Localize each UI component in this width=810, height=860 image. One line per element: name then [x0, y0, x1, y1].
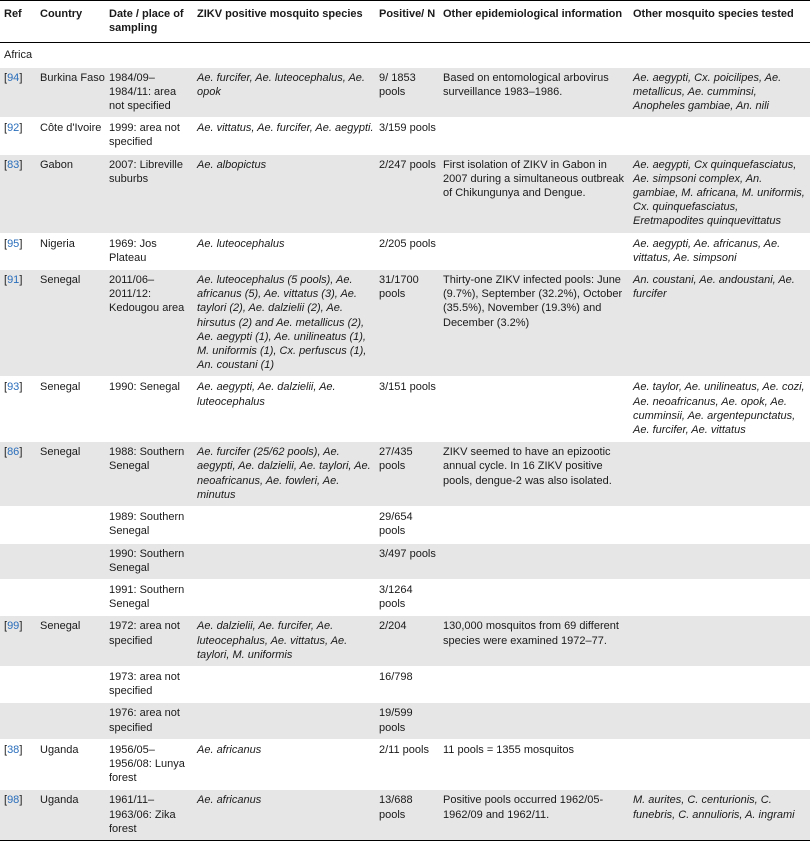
- species-list: Ae. africanus: [197, 743, 262, 756]
- reference-link[interactable]: 91: [7, 274, 20, 287]
- header-other-species: Other mosquito species tested: [629, 1, 810, 43]
- positive-n-cell: 3/1264 pools: [375, 579, 439, 615]
- other-species-cell: [629, 790, 810, 841]
- epi-cell: [439, 543, 629, 579]
- country-cell: Nigeria: [36, 233, 105, 269]
- positive-n-cell: 2/204: [375, 616, 439, 667]
- epi-cell: 130,000 mosquitos from 69 different species were examined 1972–77.: [439, 616, 629, 667]
- table-row: [0, 703, 810, 739]
- species-list: Ae. aegypti, Ae. africanus, Ae. vittatus, Ae. simpsoni: [633, 237, 781, 264]
- other-species-cell: [629, 270, 810, 377]
- other-species-cell: [629, 154, 810, 233]
- country-cell: [36, 543, 105, 579]
- table-body: [0, 43, 810, 841]
- date-cell: 1956/05–1956/08: Lunya forest: [105, 739, 193, 790]
- epi-cell: [439, 507, 629, 543]
- ref-cell: [91]: [0, 270, 36, 377]
- epi-cell: First isolation of ZIKV in Gabon in 2007 during a simultaneous outbreak of Chikungunya and Dengue.: [439, 154, 629, 233]
- epi-cell: [439, 579, 629, 615]
- reference-link[interactable]: 95: [7, 237, 20, 250]
- positive-n-cell: 2/205 pools: [375, 233, 439, 269]
- epi-cell: [439, 666, 629, 702]
- species-list: Ae. vittatus, Ae. furcifer, Ae. aegypti.: [197, 122, 374, 135]
- other-species-cell: [629, 739, 810, 790]
- epi-cell: ZIKV seemed to have an epizootic annual cycle. In 16 ZIKV positive pools, dengue-2 was also isolated.: [439, 442, 629, 507]
- country-cell: [36, 579, 105, 615]
- table-row: [0, 270, 810, 377]
- other-species-cell: [629, 579, 810, 615]
- date-cell: 1990: Southern Senegal: [105, 543, 193, 579]
- positive-species-cell: [193, 233, 375, 269]
- date-cell: 1976: area not specified: [105, 703, 193, 739]
- date-cell: 2007: Libreville suburbs: [105, 154, 193, 233]
- table-row: [0, 666, 810, 702]
- country-cell: [36, 507, 105, 543]
- country-cell: Senegal: [36, 616, 105, 667]
- species-list: Ae. albopictus: [197, 158, 267, 171]
- date-cell: 1989: Southern Senegal: [105, 507, 193, 543]
- epi-cell: Thirty-one ZIKV infected pools: June (9.7%), September (32.2%), October (35.5%), November (19.3%) and December (3.2%): [439, 270, 629, 377]
- country-cell: Gabon: [36, 154, 105, 233]
- header-date: Date / place of sampling: [105, 1, 193, 43]
- other-species-cell: [629, 666, 810, 702]
- positive-species-cell: [193, 703, 375, 739]
- species-list: Ae. aegypti, Cx. poicilipes, Ae. metallicus, Ae. cumminsi, Anopheles gambiae, An. nili: [633, 71, 782, 113]
- ref-cell: [92]: [0, 118, 36, 154]
- positive-n-cell: 29/654 pools: [375, 507, 439, 543]
- region-label: Africa: [0, 43, 810, 67]
- table-row: [0, 118, 810, 154]
- species-list: Ae. aegypti, Cx quinquefasciatus, Ae. simpsoni complex, An. gambiae, M. africana, M. uniformis, Cx. quinquefasciatus, Eretmapodites quinquevittatus: [633, 158, 805, 228]
- species-list: Ae. furcifer, Ae. luteocephalus, Ae. opok: [197, 71, 365, 98]
- other-species-cell: [629, 543, 810, 579]
- header-ref: Ref: [0, 1, 36, 43]
- ref-cell: [95]: [0, 233, 36, 269]
- ref-cell: [0, 703, 36, 739]
- other-species-cell: [629, 377, 810, 442]
- table-row: [0, 233, 810, 269]
- table-row: [0, 507, 810, 543]
- country-cell: Senegal: [36, 442, 105, 507]
- region-row: [0, 43, 810, 67]
- positive-species-cell: [193, 118, 375, 154]
- date-cell: 1973: area not specified: [105, 666, 193, 702]
- table-row: [0, 579, 810, 615]
- positive-species-cell: [193, 507, 375, 543]
- country-cell: Burkina Faso: [36, 67, 105, 118]
- positive-species-cell: [193, 543, 375, 579]
- epi-cell: Positive pools occurred 1962/05-1962/09 and 1962/11.: [439, 790, 629, 841]
- positive-species-cell: [193, 154, 375, 233]
- ref-cell: [99]: [0, 616, 36, 667]
- positive-n-cell: 19/599 pools: [375, 703, 439, 739]
- date-cell: 1969: Jos Plateau: [105, 233, 193, 269]
- date-cell: 1988: Southern Senegal: [105, 442, 193, 507]
- positive-species-cell: [193, 270, 375, 377]
- epi-cell: [439, 118, 629, 154]
- reference-link[interactable]: 99: [7, 620, 20, 633]
- epi-cell: [439, 233, 629, 269]
- species-list: Ae. luteocephalus: [197, 237, 285, 250]
- positive-species-cell: [193, 377, 375, 442]
- positive-n-cell: 3/497 pools: [375, 543, 439, 579]
- positive-species-cell: [193, 442, 375, 507]
- reference-link[interactable]: 92: [7, 122, 20, 135]
- reference-link[interactable]: 94: [7, 71, 20, 84]
- table-header: [0, 1, 810, 43]
- country-cell: Uganda: [36, 739, 105, 790]
- positive-n-cell: 13/688 pools: [375, 790, 439, 841]
- epi-cell: Based on entomological arbovirus surveillance 1983–1986.: [439, 67, 629, 118]
- positive-n-cell: 2/247 pools: [375, 154, 439, 233]
- ref-cell: [93]: [0, 377, 36, 442]
- header-country: Country: [36, 1, 105, 43]
- positive-n-cell: 3/159 pools: [375, 118, 439, 154]
- positive-species-cell: [193, 739, 375, 790]
- other-species-cell: [629, 442, 810, 507]
- species-list: Ae. aegypti, Ae. dalzielii, Ae. luteocephalus: [197, 381, 336, 408]
- country-cell: Côte d'Ivoire: [36, 118, 105, 154]
- ref-cell: [86]: [0, 442, 36, 507]
- table-row: [0, 442, 810, 507]
- reference-link[interactable]: 83: [7, 158, 20, 171]
- date-cell: 1972: area not specified: [105, 616, 193, 667]
- country-cell: [36, 666, 105, 702]
- date-cell: 1991: Southern Senegal: [105, 579, 193, 615]
- epi-cell: 11 pools = 1355 mosquitos: [439, 739, 629, 790]
- ref-cell: [38]: [0, 739, 36, 790]
- table-row: [0, 616, 810, 667]
- species-list: Ae. furcifer (25/62 pools), Ae. aegypti, Ae. dalzielii, Ae. taylori, Ae. neoafricanus, Ae. fowleri, Ae. minutus: [197, 446, 371, 501]
- country-cell: Senegal: [36, 270, 105, 377]
- header-positive-species: ZIKV positive mosquito species: [193, 1, 375, 43]
- header-epi: Other epidemiological information: [439, 1, 629, 43]
- positive-n-cell: 27/435 pools: [375, 442, 439, 507]
- header-positive-n: Positive/ N: [375, 1, 439, 43]
- country-cell: Senegal: [36, 377, 105, 442]
- date-cell: 1961/11–1963/06: Zika forest: [105, 790, 193, 841]
- positive-species-cell: [193, 666, 375, 702]
- ref-cell: [0, 507, 36, 543]
- positive-n-cell: 3/151 pools: [375, 377, 439, 442]
- table-row: [0, 154, 810, 233]
- ref-cell: [83]: [0, 154, 36, 233]
- table-row: [0, 67, 810, 118]
- ref-cell: [0, 579, 36, 615]
- country-cell: Uganda: [36, 790, 105, 841]
- other-species-cell: [629, 507, 810, 543]
- table-row: [0, 377, 810, 442]
- positive-n-cell: 31/1700 pools: [375, 270, 439, 377]
- date-cell: 2011/06–2011/12: Kedougou area: [105, 270, 193, 377]
- reference-link[interactable]: 98: [7, 794, 20, 807]
- species-list: Ae. luteocephalus (5 pools), Ae. africanus (5), Ae. vittatus (3), Ae. taylori (2), Ae. dalzielii (2), Ae. hirsutus (2) and Ae. metallicus (2), Ae. aegypti (1), Ae. unilineatus (1), M. uniformis (1), Cx. perfuscus (1), An. coustani (1): [197, 274, 367, 372]
- species-list: M. aurites, C. centurionis, C. funebris, C. annulioris, A. ingrami: [633, 794, 795, 821]
- country-cell: [36, 703, 105, 739]
- positive-species-cell: [193, 616, 375, 667]
- date-cell: 1990: Senegal: [105, 377, 193, 442]
- table-row: [0, 790, 810, 841]
- species-list: Ae. africanus: [197, 794, 262, 807]
- other-species-cell: [629, 118, 810, 154]
- positive-n-cell: 2/11 pools: [375, 739, 439, 790]
- other-species-cell: [629, 703, 810, 739]
- table-row: [0, 739, 810, 790]
- other-species-cell: [629, 67, 810, 118]
- positive-n-cell: 16/798: [375, 666, 439, 702]
- table-row: [0, 543, 810, 579]
- epi-cell: [439, 703, 629, 739]
- epi-cell: [439, 377, 629, 442]
- reference-link[interactable]: 86: [7, 446, 20, 459]
- date-cell: 1984/09–1984/11: area not specified: [105, 67, 193, 118]
- ref-cell: [98]: [0, 790, 36, 841]
- reference-link[interactable]: 38: [7, 743, 20, 756]
- reference-link[interactable]: 93: [7, 381, 20, 394]
- positive-n-cell: 9/ 1853 pools: [375, 67, 439, 118]
- positive-species-cell: [193, 790, 375, 841]
- date-cell: 1999: area not specified: [105, 118, 193, 154]
- species-list: An. coustani, Ae. andoustani, Ae. furcifer: [633, 274, 795, 301]
- other-species-cell: [629, 233, 810, 269]
- other-species-cell: [629, 616, 810, 667]
- ref-cell: [0, 666, 36, 702]
- positive-species-cell: [193, 67, 375, 118]
- positive-species-cell: [193, 579, 375, 615]
- ref-cell: [0, 543, 36, 579]
- species-list: Ae. taylor, Ae. unilineatus, Ae. cozi, Ae. neoafricanus, Ae. opok, Ae. cumminsii, Ae. argentepunctatus, Ae. furcifer, Ae. vittatus: [633, 381, 805, 437]
- species-list: Ae. dalzielii, Ae. furcifer, Ae. luteocephalus, Ae. vittatus, Ae. taylori, M. uniformis: [197, 620, 348, 661]
- ref-cell: [94]: [0, 67, 36, 118]
